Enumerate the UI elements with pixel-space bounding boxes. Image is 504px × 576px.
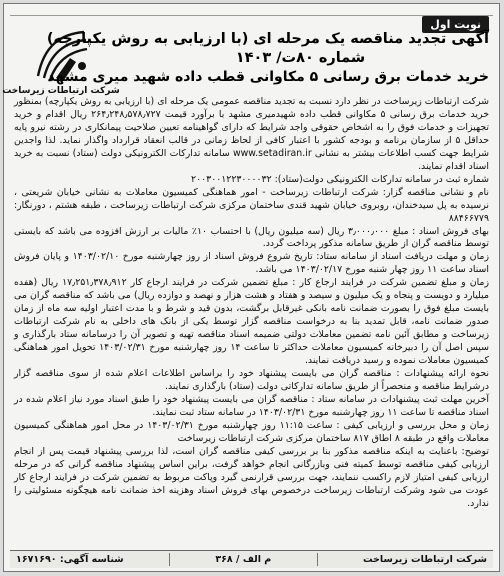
- top-rule: [10, 7, 493, 16]
- submission-method: نحوه ارائه پیشنهادات : مناقصه گران می بایست پیشنهاد خود را براساس اطلاعات اعلام شده از سوی مناقصه گزار درشرایط مناقصه و منحصراً از طریق سامانه تدارکاتی دولت (ستاد) بارگذاری نمایند.: [14, 368, 489, 392]
- ad-number: شناسه آگهی: ۱۶۷۱۶۹۰: [16, 554, 124, 565]
- submission-deadline: آخرین مهلت ثبت پیشنهادات در سامانه ستاد : مناقصه گران می بایست پیشنهاد خود را طبق اسناد مورد نیاز اعلام شده در اسناد مناقصه تا ساعت ۱۱ روز چهارشنبه مورخ ۱۴۰۳/۰۲/۳۱ در سامانه ستاد ثبت نمایند.: [14, 393, 489, 418]
- intro-paragraph: شرکت ارتباطات زیرساخت در نظر دارد نسبت به تجدید مناقصه عمومی یک مرحله ای (با ارزیابی به روش یکپارچه) بمنظور خرید خدمات برق رسانی ۵ مکاوانی قطب داده شهیدمیری مشهد با برآورد قیمت ۲۶۴٫۲۴۸٫۵۷۸٫۷۲۷ ریال اقدام و خرید تجهیزات و خدمات فوق را به اشخاص حقوقی واجد شرایط که دارای گواهینامه تعیین صلاحیت پیمانکاری در رشته نیرو پایه حداقل ۵ از سازمان برنامه و بودجه کشور با اعتبار کافی از لحاظ زمانی در قالب انعقاد قرارداد واگذار نماید. لذا واجدین شرایط جهت کسب اطلاعات بیشتر به نشانی www.setadiran.ir سامانه تدارکات الکترونیکی دولت (ستاد) نسبت به خرید اسناد اقدام نمایند.: [14, 96, 490, 172]
- issue-reference: م الف / ۳۶۸: [215, 554, 272, 565]
- tenderer-address: نام و نشانی مناقصه گزار: شرکت ارتباطات زیرساخت - امور هماهنگی کمیسیون معاملات به نشانی خیابان شریعتی ، نرسیده به پل سیدخندان، روبروی خیابان شهید قندی ساختمان مرکزی شرکت ارتباطات زیرساخت ، طبقه هشتم ، دورنگار: ۸۸۴۶۶۷۷۹: [14, 186, 489, 224]
- document-schedule: زمان و مهلت دریافت اسناد از سامانه ستاد: تاریخ شروع فروش اسناد از روز چهارشنبه مورخ ۱۴۰۳/۰۲/۱۰ و پایان فروش اسناد ساعت ۱۱ روز چهار شنبه مورخ ۱۴۰۳/۰۲/۱۷ می باشد.: [14, 251, 489, 276]
- footer-divider: [169, 553, 170, 566]
- ad-footer: [10, 550, 493, 568]
- logo-caption: شرکت ارتباطات زیرساخت: [2, 86, 120, 96]
- insertion-badge: نوبت اول: [422, 16, 489, 33]
- registration-number: شماره ثبت در سامانه تدارکات الکترونیکی دولت(ستاد): ۲۰۰۳۰۰۱۲۲۳۰۰۰۰۳۲: [191, 173, 489, 185]
- guarantee-terms: زمان و مبلغ تضمین شرکت در فرایند ارجاع کار : مبلغ تضمین شرکت در فرایند ارجاع کار ۱۷٫۲۵۱٫۳۷۸٫۹۱۲ ریال (هفده میلیارد و دویست و پنجاه و یک میلیون و سیصد و هفتاد و هشت هزار و نهصد و دوازده ریال) می باشد که مناقصه گران می بایست مبلغ فوق را بصورت ضمانت نامه بانکی غیرقابل برگشت، بدون قید و شرط و با مدت اعتبار اولیه سه ماه از زمان صدور ضمانت نامه، قابل تمدید بنا به درخواست مناقصه گزار توسط یکی از بانک های داخلی به نام شرکت ارتباطات زیرساخت و مطابق آئین نامه تضمین معاملات دولتی ضمیمه اسناد مناقصه تهیه و تصویر آن را درسامانه ستاد بارگذاری و سپس اصل آن را دبیرخانه کمیسیون معاملات حداکثر تا ساعت ۱۴ روز چهارشنبه مورخ ۱۴۰۳/۰۲/۳۱ تحویل امور هماهنگی کمیسیون معاملات نموده و رسید دریافت نمایند.: [14, 277, 489, 367]
- ad-title: آگهی تجدید مناقصه یک مرحله ای (با ارزیابی به روش یکپارچه): [46, 31, 489, 47]
- ad-subject: خرید خدمات برق رسانی ۵ مکاوانی قطب داده شهید میری مشهد: [47, 69, 489, 85]
- newspaper-clipping: [3, 3, 500, 572]
- footer-divider: [317, 553, 318, 566]
- ad-body: [14, 96, 489, 547]
- document-price: بهای فروش اسناد : مبلغ ۳٫۰۰۰٫۰۰۰ ریال (سه میلیون ریال) با احتساب ۱۰٪ مالیات بر ارزش افزوده می باشد که بایستی توسط مناقصه گران از طریق سامانه مذکور پرداخت گردد.: [14, 225, 490, 250]
- tender-number: شماره ۸۰ت/ ۱۴۰۳: [235, 50, 366, 66]
- evaluation-time-place: زمان و محل بررسی و ارزیابی کیفی : ساعت ۱۱:۱۵ روز چهارشنبه مورخ ۱۴۰۳/۰۲/۳۱ در محل امور هماهنگی کمیسیون معاملات واقع در طبقه ۸ اطاق ۸۱۷ ساختمان مرکزی شرکت ارتباطات زیرساخت: [14, 419, 490, 444]
- ad-title-block: [46, 30, 489, 87]
- company-signature: شرکت ارتباطات زیرساخت: [362, 554, 487, 565]
- explanation-note: توضیح: باعنایت به اینکه مناقصه مذکور بنا بر بررسی کیفی مناقصه گران است، لذا بررسی پیشنهاد قیمت پس از انجام ارزیابی کیفی مناقصه توسط کمیته فنی وبازرگانی انجام خواهد گرفت، براین اساس پیشنهاد مناقصه گرانی که در مرحله ارزیابی کیفی امتیاز لازم راکسب ننمایند، جهت بررسی قرارنمی گیرد وپاکت مربوط به تضمین شرکت در فرایند ارجاع کار عودت می شود وشرکت ارتباطات زیرساخت درخصوص بهای فروش اسناد وهزینه اخذ ضمانت نامه هیچگونه مسئولیتی را ندارد.: [14, 445, 489, 509]
